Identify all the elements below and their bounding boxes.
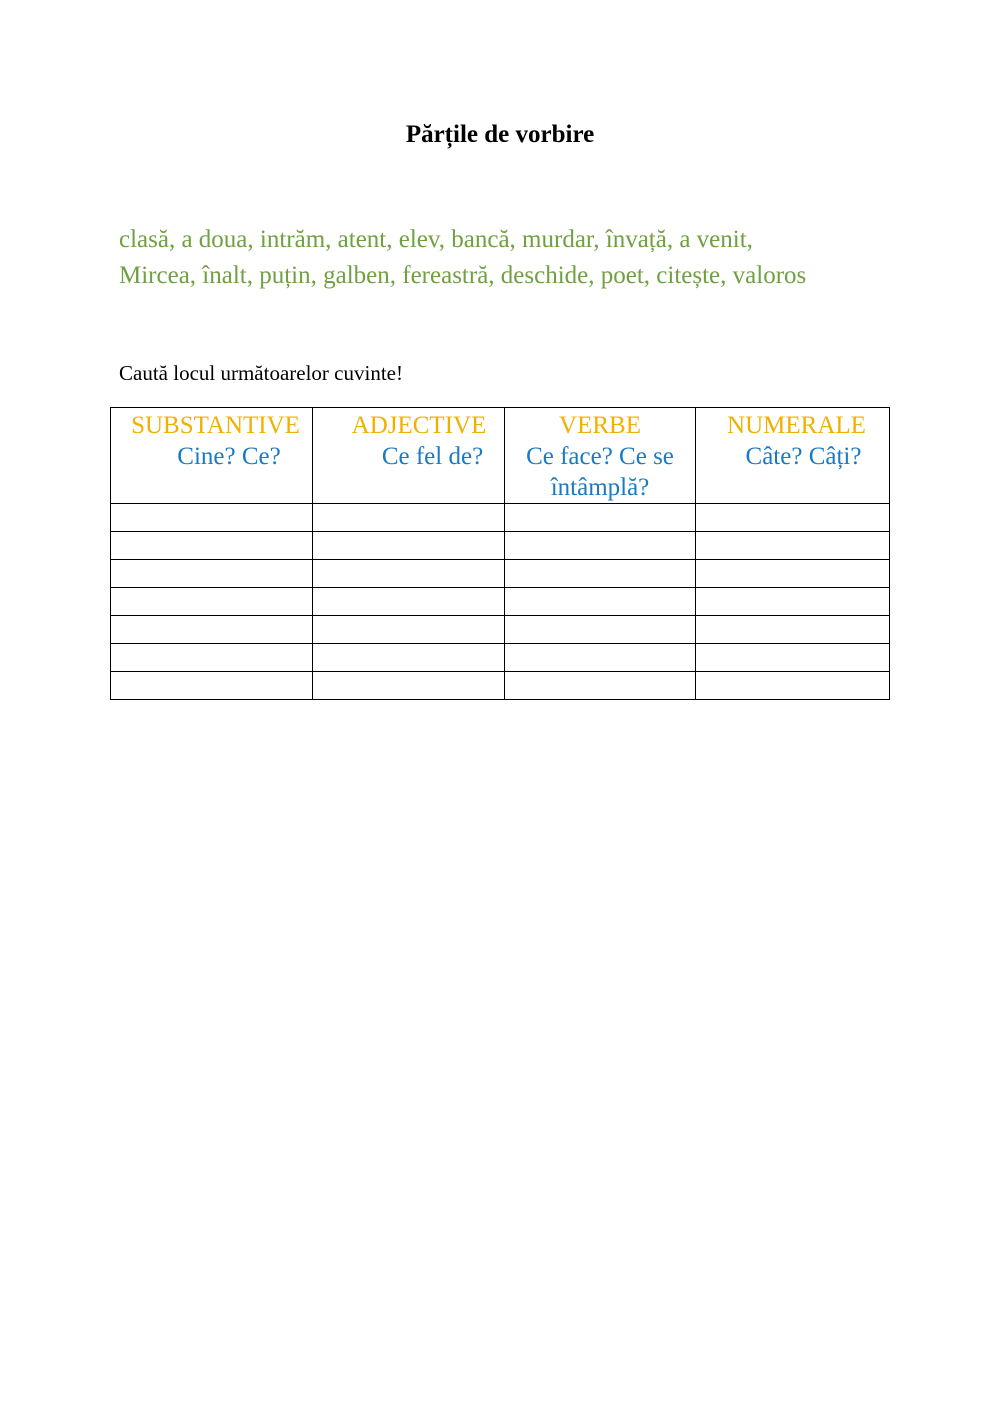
column-title: ADJECTIVE — [351, 412, 487, 439]
answer-cell[interactable] — [696, 560, 890, 588]
answer-cell[interactable] — [111, 672, 313, 700]
answer-cell[interactable] — [696, 672, 890, 700]
table-row — [111, 588, 890, 616]
table-row — [111, 532, 890, 560]
answer-cell[interactable] — [696, 532, 890, 560]
answer-cell[interactable] — [111, 644, 313, 672]
instruction-text: Caută locul următoarelor cuvinte! — [119, 361, 403, 385]
word-bank — [119, 222, 919, 294]
answer-cell[interactable] — [696, 504, 890, 532]
column-header-adjective — [313, 408, 505, 504]
answer-cell[interactable] — [696, 588, 890, 616]
answer-cell[interactable] — [313, 672, 505, 700]
answer-cell[interactable] — [313, 532, 505, 560]
table-row — [111, 616, 890, 644]
column-question: Câte? Câți? — [745, 443, 862, 470]
answer-cell[interactable] — [505, 644, 696, 672]
answer-cell[interactable] — [111, 588, 313, 616]
answer-cell[interactable] — [696, 616, 890, 644]
answer-cell[interactable] — [313, 504, 505, 532]
parts-of-speech-table — [110, 407, 890, 700]
table-row — [111, 644, 890, 672]
answer-cell[interactable] — [111, 504, 313, 532]
column-question: Ce face? Ce se întâmplă? — [526, 443, 674, 501]
answer-cell[interactable] — [505, 672, 696, 700]
column-header-substantive — [111, 408, 313, 504]
table-row — [111, 504, 890, 532]
column-title: NUMERALE — [727, 412, 866, 439]
column-title: SUBSTANTIVE — [131, 412, 300, 439]
answer-cell[interactable] — [505, 588, 696, 616]
answer-cell[interactable] — [505, 532, 696, 560]
answer-cell[interactable] — [696, 644, 890, 672]
answer-cell[interactable] — [313, 644, 505, 672]
answer-cell[interactable] — [505, 616, 696, 644]
column-header-numerale — [696, 408, 890, 504]
answer-cell[interactable] — [111, 616, 313, 644]
answer-cell[interactable] — [505, 560, 696, 588]
column-question: Ce fel de? — [381, 443, 484, 470]
table-row — [111, 560, 890, 588]
answer-rows — [111, 504, 890, 700]
page-title: Părțile de vorbire — [405, 121, 595, 148]
word-bank-line: Mircea, înalt, puțin, galben, fereastră, deschide, poet, citește, valoros — [119, 262, 807, 289]
answer-cell[interactable] — [313, 588, 505, 616]
word-bank-line: clasă, a doua, intrăm, atent, elev, bancă, murdar, învață, a venit, — [119, 226, 753, 253]
column-title: VERBE — [559, 412, 641, 439]
column-header-verbe — [505, 408, 696, 504]
column-question: Cine? Ce? — [177, 443, 281, 470]
answer-cell[interactable] — [313, 616, 505, 644]
answer-cell[interactable] — [313, 560, 505, 588]
table-header-row — [111, 408, 890, 504]
answer-cell[interactable] — [111, 560, 313, 588]
answer-cell[interactable] — [505, 504, 696, 532]
table-row — [111, 672, 890, 700]
answer-cell[interactable] — [111, 532, 313, 560]
